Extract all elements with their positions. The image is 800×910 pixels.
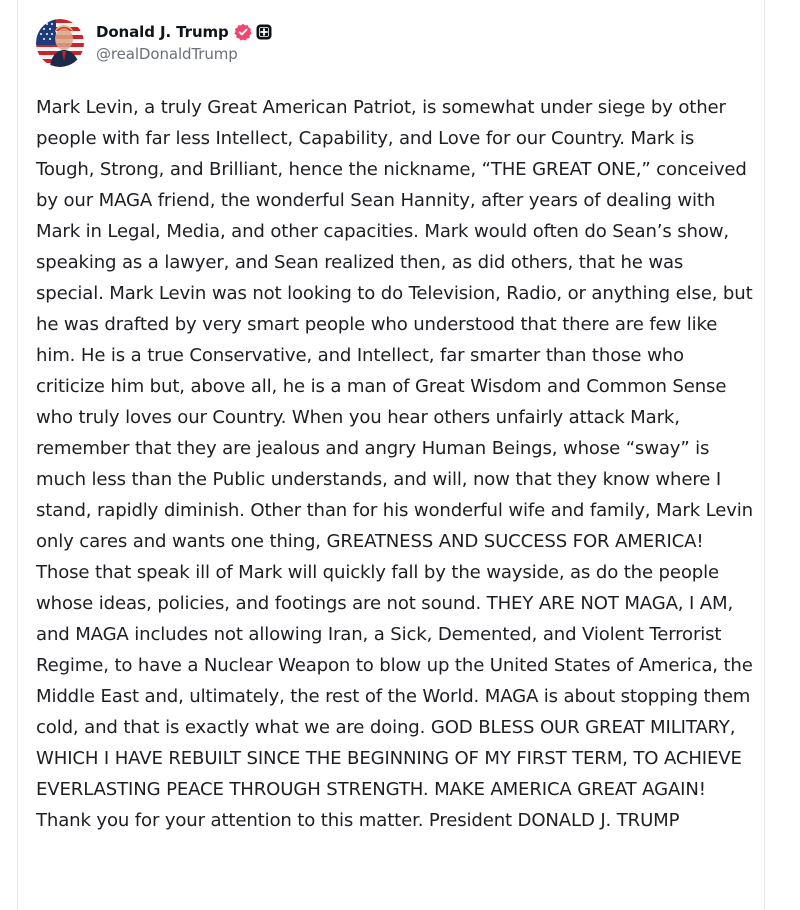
author-handle[interactable]: @realDonaldTrump [96,45,238,63]
verified-badge-icon [234,23,252,41]
flag-portrait-avatar-icon [36,19,84,67]
avatar[interactable] [36,19,84,67]
author-name-row [96,21,272,43]
post-text: Mark Levin, a truly Great American Patriot, is somewhat under siege by other people with far less Intellect, Capability, and Love for our Country. Mark is Tough, Strong, and Brilliant, hence the nickname, “THE GREAT ONE,” conceived by our MAGA friend, the wonderful Sean Hannity, after years of dealing with Mark in Legal, Media, and other capacities. Mark would often do Sean’s show, speaking as a lawyer, and Sean realized then, as did others, that he was special. Mark Levin was not looking to do Television, Radio, or anything else, but he was drafted by very smart people who understood that there are few like him. He is a true Conservative, and Intellect, far smarter than those who criticize him but, above all, he is a man of Great Wisdom and Common Sense who truly loves our Country. When you hear others unfairly attack Mark, remember that they are jealous and angry Human Beings, whose “sway” is much less than the Public understands, and will, now that they know where I stand, rapidly diminish. Other than for his wonderful wife and family, Mark Levin only cares and wants one thing, GREATNESS AND SUCCESS FOR AMERICA! Those that speak ill of Mark will quickly fall by the wayside, as do the people whose ideas, policies, and footings are not sound. THEY ARE NOT MAGA, I AM, and MAGA includes not allowing Iran, a Sick, Demented, and Violent Terrorist Regime, to have a Nuclear Weapon to blow up the United States of America, the Middle East and, ultimately, the rest of the World. MAGA is about stopping them cold, and that is exactly what we are doing. GOD BLESS OUR GREAT MILITARY, WHICH I HAVE REBUILT SINCE THE BEGINNING OF MY FIRST TERM, TO ACHIEVE EVERLASTING PEACE THROUGH STRENGTH. MAKE AMERICA GREAT AGAIN! Thank you for your attention to this matter. President DONALD J. TRUMP [36,97,753,831]
plus-badge-icon [256,24,272,40]
post-card [17,0,765,910]
author-display-name[interactable]: Donald J. Trump [96,23,229,41]
